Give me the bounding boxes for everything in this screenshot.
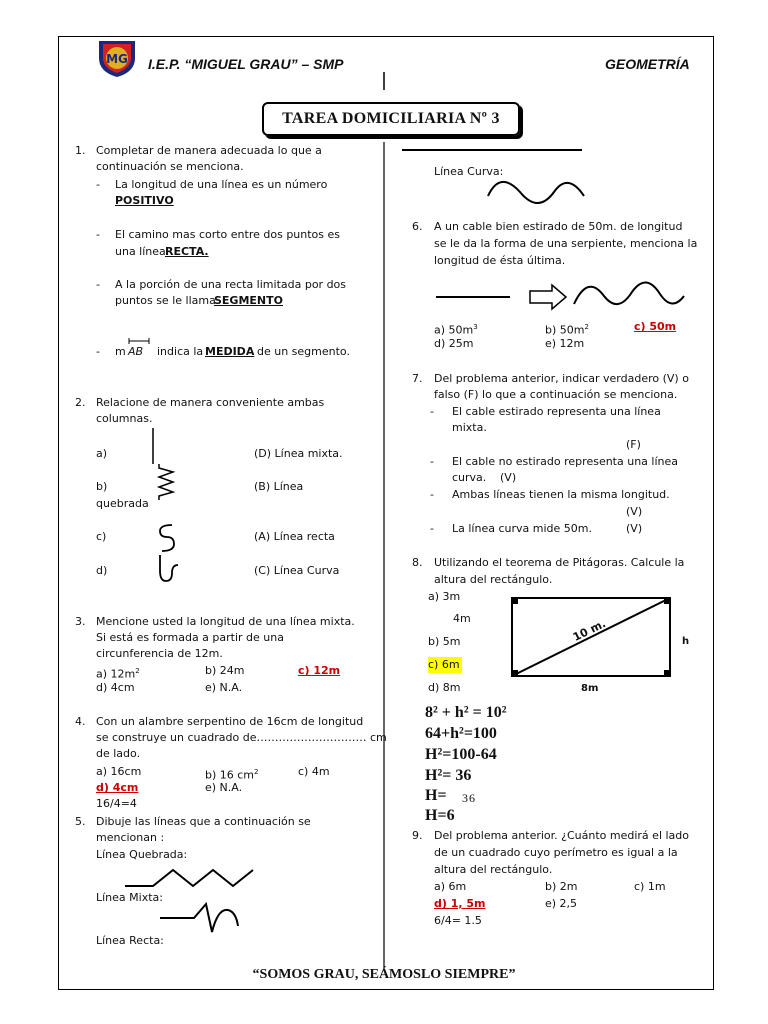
q7-number: 7. — [412, 372, 423, 385]
q1-b4b: de un segmento. — [257, 345, 350, 358]
work-line-1: 8² + h² = 10² — [425, 704, 507, 721]
header-tick — [383, 72, 385, 90]
q1-b4-answer: MEDIDA — [205, 345, 255, 358]
q1-b3: A la porción de una recta limitada por dos — [115, 278, 347, 291]
q1-b2b: una línea — [115, 245, 166, 258]
column-divider — [383, 142, 385, 970]
q4-option-e: e) N.A. — [205, 781, 243, 794]
q5-mixta-label: Línea Mixta: — [96, 891, 163, 904]
q6-line2: se le da la forma de una serpiente, menciona la — [434, 237, 698, 250]
vertical-line-figure — [150, 428, 156, 464]
school-logo — [96, 38, 138, 78]
q7-s3: Ambas líneas tienen la misma longitud. — [452, 488, 670, 501]
q1-b4: indica la — [157, 345, 204, 358]
q7-line2: falso (F) lo que a continuación se menciona. — [434, 388, 678, 401]
rectangle-figure — [510, 596, 674, 680]
work-line-2: 64+h²=100 — [425, 725, 497, 742]
assignment-title: TAREA DOMICILIARIA Nº 3 — [262, 102, 520, 136]
bullet: - — [430, 405, 434, 418]
segment-overline — [127, 337, 151, 345]
q6-option-e: e) 12m — [545, 337, 585, 350]
q7-s2b: curva. — [452, 471, 487, 484]
curve-drawing — [486, 174, 586, 210]
q4-option-a: a) 16cm — [96, 765, 142, 778]
bullet: - — [430, 455, 434, 468]
q3-line2: Si está es formada a partir de una — [96, 631, 284, 644]
work-line-4: H²= 36 — [425, 767, 472, 784]
school-name: I.E.P. “MIGUEL GRAU” – SMP — [148, 56, 344, 72]
q6-number: 6. — [412, 220, 423, 233]
cable-transformation-figure — [436, 278, 686, 312]
bullet: - — [96, 178, 100, 191]
q6-option-c-answer: c) 50m — [634, 320, 677, 333]
q4-option-b: b) 16 $cm^2$ — [205, 768, 259, 782]
diagonal-label: 10 m. — [570, 617, 608, 644]
q7-s2: El cable no estirado representa una línea — [452, 455, 679, 468]
work-line-5-root: 36 — [462, 791, 476, 805]
q6-option-b: b) $50m^2$ — [545, 323, 589, 337]
q7-s1: El cable estirado representa una línea — [452, 405, 661, 418]
q4-number: 4. — [75, 715, 86, 728]
q9-option-c: c) 1m — [634, 880, 666, 893]
q8-option-c-answer: c) 6m — [428, 658, 460, 671]
bullet: - — [430, 522, 434, 535]
q3-option-c-answer: c) 12m — [298, 664, 341, 677]
q5-curva-label: Línea Curva: — [434, 165, 504, 178]
q7-s1-verdict: (F) — [626, 438, 641, 451]
segment-ab: AB — [128, 345, 144, 358]
q3-option-b: b) 24m — [205, 664, 245, 677]
q6-option-d: d) 25m — [434, 337, 474, 350]
q2-row-d-right: (C) Línea Curva — [254, 564, 340, 577]
q9-line1: Del problema anterior. ¿Cuánto medirá el lado — [434, 829, 690, 842]
work-line-3: H²=100-64 — [425, 746, 497, 763]
q2-row-c: c) — [96, 530, 107, 543]
q2-row-b-cont: quebrada — [96, 497, 149, 510]
q1-b2: El camino mas corto entre dos puntos es — [115, 228, 341, 241]
q9-line2: de un cuadrado cuyo perímetro es igual a la — [434, 846, 678, 859]
q4-option-d-answer: d) 4cm — [96, 781, 139, 794]
straight-line-drawing — [402, 148, 584, 152]
zigzag-drawing — [125, 866, 255, 892]
q4-work: 16/4=4 — [96, 797, 137, 810]
q2-row-b-right: (B) Línea — [254, 480, 304, 493]
base-label: 8m — [581, 683, 599, 694]
q1-b1: La longitud de una línea es un número — [115, 178, 328, 191]
q5-quebrada-label: Línea Quebrada: — [96, 848, 188, 861]
q1-b4-m: m — [115, 345, 126, 358]
footer-motto: “SOMOS GRAU, SEÁMOSLO SIEMPRE” — [252, 967, 516, 982]
q9-number: 9. — [412, 829, 423, 842]
q7-s4: La línea curva mide 50m. — [452, 522, 592, 535]
q9-option-a: a) 6m — [434, 880, 467, 893]
q9-option-b: b) 2m — [545, 880, 578, 893]
zigzag-figure — [155, 464, 177, 500]
q3-option-e: e) N.A. — [205, 681, 243, 694]
q2-number: 2. — [75, 396, 86, 409]
q5-line2: mencionan : — [96, 831, 165, 844]
mixed-line-drawing — [160, 896, 240, 936]
q2-line2: columnas. — [96, 412, 153, 425]
q4-line3: de lado. — [96, 747, 141, 760]
q5-line1: Dibuje las líneas que a continuación se — [96, 815, 311, 828]
q8-line1: Utilizando el teorema de Pitágoras. Calcule la — [434, 556, 685, 569]
q6-line3: longitud de ésta última. — [434, 254, 566, 267]
q6-line1: A un cable bien estirado de 50m. de longitud — [434, 220, 683, 233]
q7-s3-verdict: (V) — [626, 505, 643, 518]
q7-line1: Del problema anterior, indicar verdadero (V) o — [434, 372, 689, 385]
q1-b3-answer: SEGMENTO — [214, 294, 283, 307]
q8-option-b: b) 5m — [428, 635, 461, 648]
q1-number: 1. — [75, 144, 86, 157]
q3-option-a: a) $12m^2$ — [96, 667, 140, 681]
q6-option-a: a) $50m^3$ — [434, 323, 478, 337]
q2-row-c-right: (A) Línea recta — [254, 530, 335, 543]
q1-b3b: puntos se le llama — [115, 294, 216, 307]
q4-option-c: c) 4m — [298, 765, 330, 778]
bullet: - — [96, 345, 100, 358]
q8-option-d: d) 8m — [428, 681, 461, 694]
q8-option-a: a) 3m — [428, 590, 461, 603]
q8-option-a-extra: 4m — [453, 612, 471, 625]
height-label: h — [682, 636, 690, 647]
q1-line1: Completar de manera adecuada lo que a — [96, 144, 322, 157]
q9-work: 6/4= 1.5 — [434, 914, 482, 927]
bullet: - — [96, 228, 100, 241]
q7-s2-verdict: (V) — [500, 471, 517, 484]
q3-number: 3. — [75, 615, 86, 628]
q7-s1b: mixta. — [452, 421, 487, 434]
q9-option-d-answer: d) 1, 5m — [434, 897, 486, 910]
q9-line3: altura del rectángulo. — [434, 863, 553, 876]
work-line-5: H= — [425, 787, 447, 804]
q8-line2: altura del rectángulo. — [434, 573, 553, 586]
q9-option-e: e) 2,5 — [545, 897, 578, 910]
q2-row-b: b) — [96, 480, 108, 493]
q3-option-d: d) 4cm — [96, 681, 135, 694]
subject-name: GEOMETRÍA — [605, 56, 690, 72]
q7-s4-verdict: (V) — [626, 522, 643, 535]
q1-b1-answer: POSITIVO — [115, 194, 174, 207]
bullet: - — [96, 278, 100, 291]
q3-line1: Mencione usted la longitud de una línea mixta. — [96, 615, 355, 628]
q2-line1: Relacione de manera conveniente ambas — [96, 396, 325, 409]
work-line-6: H=6 — [425, 807, 455, 824]
q1-b2-answer: RECTA. — [165, 245, 209, 258]
q2-row-d: d) — [96, 564, 108, 577]
q5-recta-label: Línea Recta: — [96, 934, 164, 947]
q1-line2: continuación se menciona. — [96, 160, 244, 173]
svg-text:MG: MG — [106, 52, 128, 66]
q3-line3: circunferencia de 12m. — [96, 647, 223, 660]
bullet: - — [430, 488, 434, 501]
q4-line2: se construye un cuadrado de………………………… cm — [96, 731, 387, 744]
q4-line1: Con un alambre serpentino de 16cm de longitud — [96, 715, 364, 728]
curve-figure — [156, 522, 178, 554]
q2-row-a-right: (D) Línea mixta. — [254, 447, 343, 460]
q5-number: 5. — [75, 815, 86, 828]
q8-number: 8. — [412, 556, 423, 569]
q2-row-a: a) — [96, 447, 108, 460]
mixed-line-figure — [152, 555, 180, 587]
